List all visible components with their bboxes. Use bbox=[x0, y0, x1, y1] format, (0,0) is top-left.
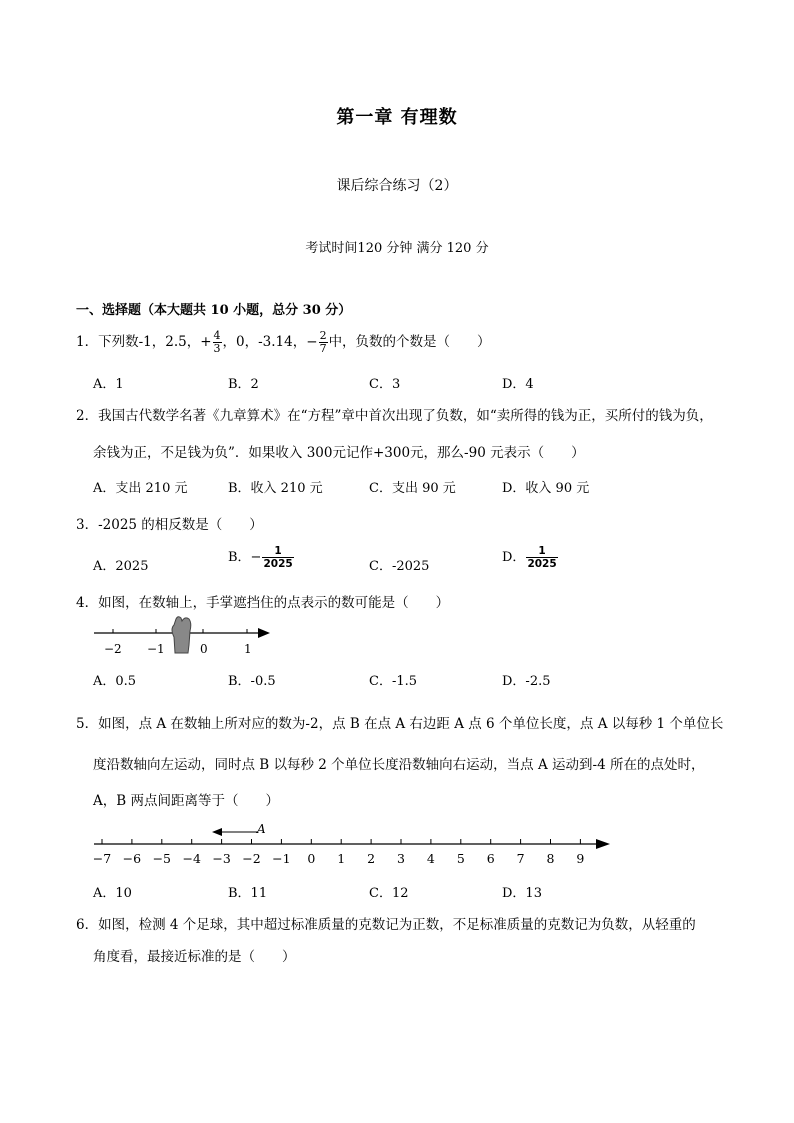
axis-arrow-icon bbox=[258, 628, 270, 638]
q1-option-c[interactable]: C．3 bbox=[369, 377, 401, 392]
q3-option-d-prefix: D． bbox=[502, 550, 526, 565]
q5-axis-label: −5 bbox=[152, 851, 172, 866]
q2-option-a[interactable]: A．支出 210 元 bbox=[93, 481, 188, 496]
q2-option-c[interactable]: C．支出 90 元 bbox=[369, 481, 456, 496]
q3-option-b-prefix: B．− bbox=[228, 550, 262, 565]
fraction-1-2025: $\frac{1}{2025}$ bbox=[263, 545, 293, 570]
q5-option-b[interactable]: B．11 bbox=[228, 886, 268, 901]
q5-axis-label: −7 bbox=[92, 851, 112, 866]
q5-option-c[interactable]: C．12 bbox=[369, 886, 409, 901]
question-6-line-1: 6．如图，检测 4 个足球，其中超过标准质量的克数记为正数，不足标准质量的克数记为负数，从轻重的 bbox=[76, 917, 696, 933]
q5-axis-label: −1 bbox=[272, 851, 291, 866]
q4-option-d[interactable]: D．-2.5 bbox=[502, 674, 551, 689]
exercise-subtitle: 课后综合练习（2） bbox=[336, 178, 458, 194]
q3-option-d[interactable] bbox=[502, 545, 559, 570]
q5-tick-group bbox=[93, 839, 585, 866]
q4-option-c[interactable]: C．-1.5 bbox=[369, 674, 418, 689]
q4-axis-label-minus-2: −2 bbox=[104, 642, 122, 656]
q5-axis-label: 6 bbox=[486, 851, 495, 866]
q5-axis-label: 4 bbox=[426, 851, 435, 866]
section-heading: 一、选择题（本大题共 10 小题，总分 30 分） bbox=[76, 303, 352, 318]
question-6-line-2: 角度看，最接近标准的是（ ） bbox=[93, 949, 296, 965]
point-a-label: A bbox=[257, 822, 266, 836]
question-5-line-2: 度沿数轴向左运动，同时点 B 以每秒 2 个单位长度沿数轴向右运动，当点 A 运动到-4 所在的点处时， bbox=[93, 757, 705, 773]
question-2-line-1: 2．我国古代数学名著《九章算术》在“方程”章中首次出现了负数，如“卖所得的钱为正，买所付的钱为负， bbox=[76, 408, 713, 424]
fraction-2-7: $\frac{2}{7}$ bbox=[319, 329, 327, 355]
question-5-line-3: A，B 两点间距离等于（ ） bbox=[93, 793, 279, 809]
q2-option-b[interactable]: B．收入 210 元 bbox=[228, 481, 323, 496]
q4-axis-label-1: 1 bbox=[244, 642, 252, 656]
q5-axis-label: 5 bbox=[456, 851, 465, 866]
q5-axis-label: 1 bbox=[337, 851, 346, 866]
q1-option-d[interactable]: D．4 bbox=[502, 377, 534, 392]
hand-icon bbox=[172, 617, 191, 653]
q1-text-mid: ，0，-3.14，− bbox=[222, 334, 318, 350]
chapter-title: 第一章 有理数 bbox=[336, 107, 458, 128]
q5-option-d[interactable]: D．13 bbox=[502, 886, 542, 901]
q5-axis-label: −4 bbox=[182, 851, 201, 866]
q1-option-b[interactable]: B．2 bbox=[228, 377, 259, 392]
q1-text-pre: 1．下列数-1，2.5，+ bbox=[76, 334, 212, 350]
q4-option-b[interactable]: B．-0.5 bbox=[228, 674, 276, 689]
q5-axis-label: 2 bbox=[367, 851, 376, 866]
q5-axis-label: 3 bbox=[397, 851, 405, 866]
question-2-line-2: 余钱为正，不足钱为负”．如果收入 300元记作+300元，那么-90 元表示（ ） bbox=[93, 445, 585, 461]
q4-number-line-figure bbox=[90, 615, 280, 660]
fraction-1-2025-positive: $\frac{1}{2025}$ bbox=[527, 545, 557, 570]
left-arrow-icon bbox=[212, 828, 222, 836]
q5-axis-label: −2 bbox=[242, 851, 261, 866]
question-4-stem: 4．如图，在数轴上，手掌遮挡住的点表示的数可能是（ ） bbox=[76, 595, 450, 611]
q1-text-post: 中，负数的个数是（ ） bbox=[328, 334, 491, 350]
question-5-line-1: 5．如图，点 A 在数轴上所对应的数为-2，点 B 在点 A 右边距 A 点 6 个单位长度，点 A 以每秒 1 个单位长 bbox=[76, 716, 724, 732]
q1-option-a[interactable]: A．1 bbox=[93, 377, 124, 392]
q5-axis-arrow-icon bbox=[596, 839, 610, 849]
q5-option-a[interactable]: A．10 bbox=[93, 886, 132, 901]
q5-axis-label: 9 bbox=[576, 851, 585, 866]
question-3-stem: 3．-2025 的相反数是（ ） bbox=[76, 517, 263, 533]
exam-info: 考试时间120 分钟 满分 120 分 bbox=[305, 241, 489, 256]
q4-axis-label-0: 0 bbox=[200, 642, 208, 656]
q5-axis-label: 7 bbox=[516, 851, 525, 866]
question-1-stem bbox=[76, 330, 491, 355]
q3-option-c[interactable]: C．-2025 bbox=[369, 559, 430, 574]
q5-axis-label: 8 bbox=[546, 851, 555, 866]
q4-option-a[interactable]: A．0.5 bbox=[93, 674, 137, 689]
q3-option-b[interactable] bbox=[228, 545, 295, 570]
q3-option-a[interactable]: A．2025 bbox=[93, 559, 149, 574]
q5-axis-label: 0 bbox=[307, 851, 316, 866]
q5-number-line-figure bbox=[88, 818, 618, 868]
q5-axis-label: −6 bbox=[122, 851, 142, 866]
q2-option-d[interactable]: D．收入 90 元 bbox=[502, 481, 590, 496]
q5-axis-label: −3 bbox=[212, 851, 231, 866]
q4-axis-label-minus-1: −1 bbox=[147, 642, 165, 656]
fraction-4-3: $\frac{4}{3}$ bbox=[213, 329, 221, 355]
